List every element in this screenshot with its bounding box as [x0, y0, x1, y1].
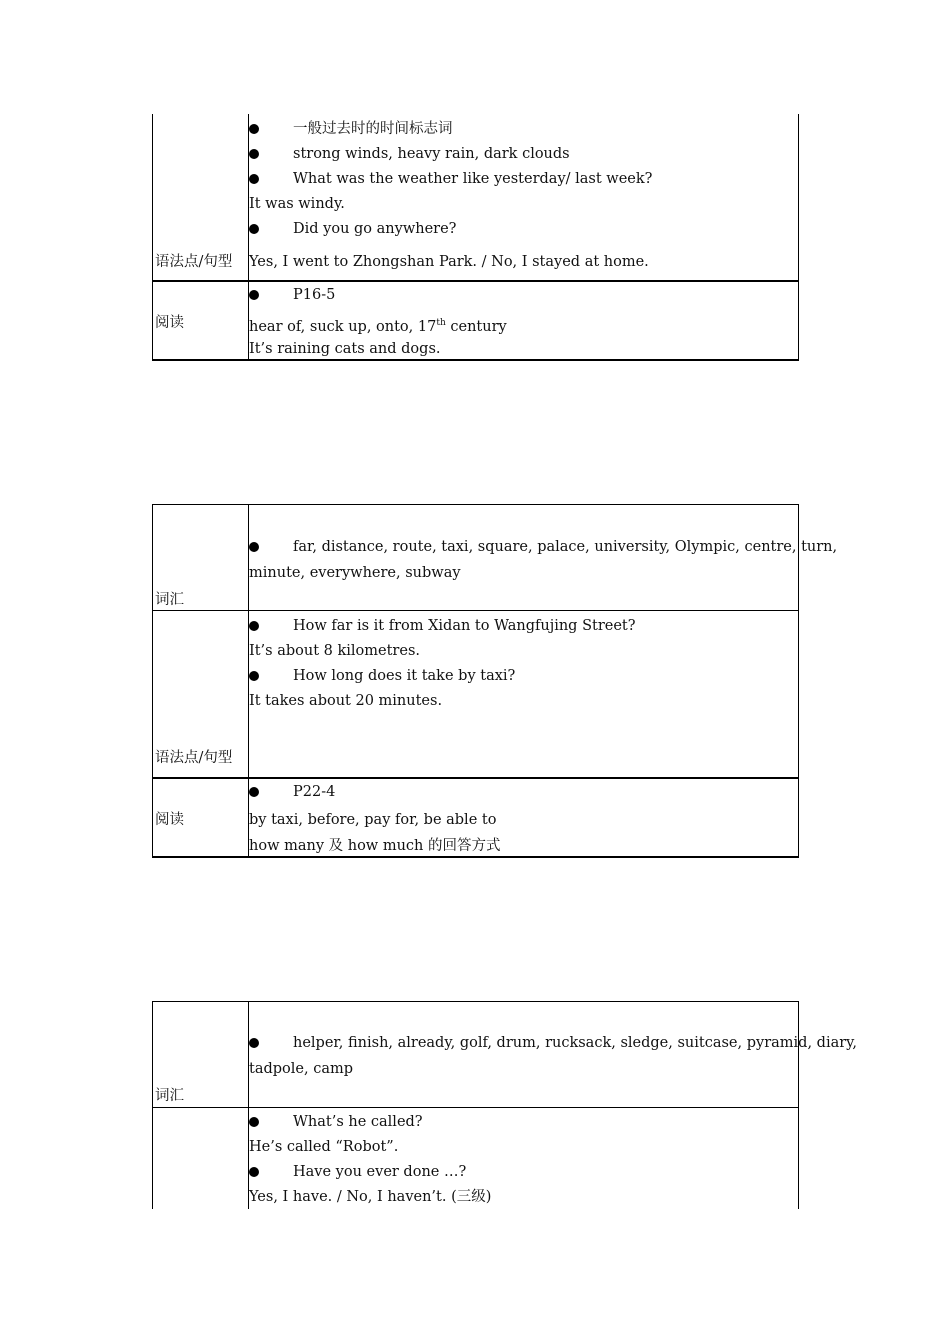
list-item: helper, finish, already, golf, drum, rucksack, sledge, suitcase, pyramid, diary, — [293, 1035, 858, 1051]
list-item: How far is it from Xidan to Wangfujing Street? — [293, 618, 636, 634]
list-item: He’s called “Robot”. — [249, 1139, 399, 1155]
row-divider — [152, 610, 799, 611]
row-divider — [152, 280, 799, 282]
list-item: 一般过去时的时间标志词 — [293, 121, 453, 137]
list-item: strong winds, heavy rain, dark clouds — [293, 146, 570, 162]
list-item: tadpole, camp — [249, 1061, 353, 1077]
row-divider — [152, 777, 799, 779]
list-item: What’s he called? — [293, 1114, 423, 1130]
bullet-icon — [249, 542, 259, 552]
list-item: P16-5 — [293, 287, 336, 303]
row-label-vocab: 词汇 — [155, 1088, 184, 1104]
table-border — [248, 1001, 249, 1209]
list-item: P22-4 — [293, 784, 336, 800]
bullet-icon — [249, 124, 259, 134]
list-item: It’s about 8 kilometres. — [249, 643, 420, 659]
list-item: by taxi, before, pay for, be able to — [249, 812, 497, 828]
list-item: Did you go anywhere? — [293, 221, 457, 237]
bullet-icon — [249, 149, 259, 159]
table-border — [152, 504, 153, 858]
bullet-icon — [249, 1038, 259, 1048]
table-border — [798, 1001, 799, 1209]
bullet-icon — [249, 174, 259, 184]
superscript: th — [436, 318, 446, 328]
row-label-reading: 阅读 — [155, 315, 184, 331]
row-divider — [152, 1107, 799, 1108]
table-bottom-border — [152, 856, 799, 858]
list-item: It’s raining cats and dogs. — [249, 341, 441, 357]
table-top-border — [152, 504, 799, 505]
bullet-icon — [249, 1117, 259, 1127]
list-item: How long does it take by taxi? — [293, 668, 516, 684]
text-part: century — [445, 318, 507, 335]
table-border — [152, 1001, 153, 1209]
list-item: Have you ever done …? — [293, 1164, 467, 1180]
bullet-icon — [249, 224, 259, 234]
row-label-grammar: 语法点/句型 — [155, 254, 233, 270]
list-item: Yes, I went to Zhongshan Park. / No, I stayed at home. — [249, 254, 649, 270]
table-border — [248, 504, 249, 858]
row-label-reading: 阅读 — [155, 812, 184, 828]
text-part: hear of, suck up, onto, 17 — [249, 318, 437, 335]
bullet-icon — [249, 621, 259, 631]
table-border — [798, 114, 799, 361]
list-item: minute, everywhere, subway — [249, 565, 461, 581]
table-top-border — [152, 1001, 799, 1002]
list-item: far, distance, route, taxi, square, palace, university, Olympic, centre, turn, — [293, 539, 838, 555]
table-border — [152, 114, 153, 361]
bullet-icon — [249, 290, 259, 300]
row-label-vocab: 词汇 — [155, 592, 184, 608]
bullet-icon — [249, 671, 259, 681]
bullet-icon — [249, 787, 259, 797]
table-bottom-border — [152, 359, 799, 361]
list-item: It takes about 20 minutes. — [249, 693, 443, 709]
list-item — [249, 314, 507, 336]
list-item: Yes, I have. / No, I haven’t. (三级) — [249, 1189, 492, 1205]
list-item: What was the weather like yesterday/ last week? — [293, 171, 653, 187]
table-border — [798, 504, 799, 858]
bullet-icon — [249, 1167, 259, 1177]
list-item: It was windy. — [249, 196, 345, 212]
list-item: how many 及 how much 的回答方式 — [249, 838, 501, 854]
row-label-grammar: 语法点/句型 — [155, 750, 233, 766]
